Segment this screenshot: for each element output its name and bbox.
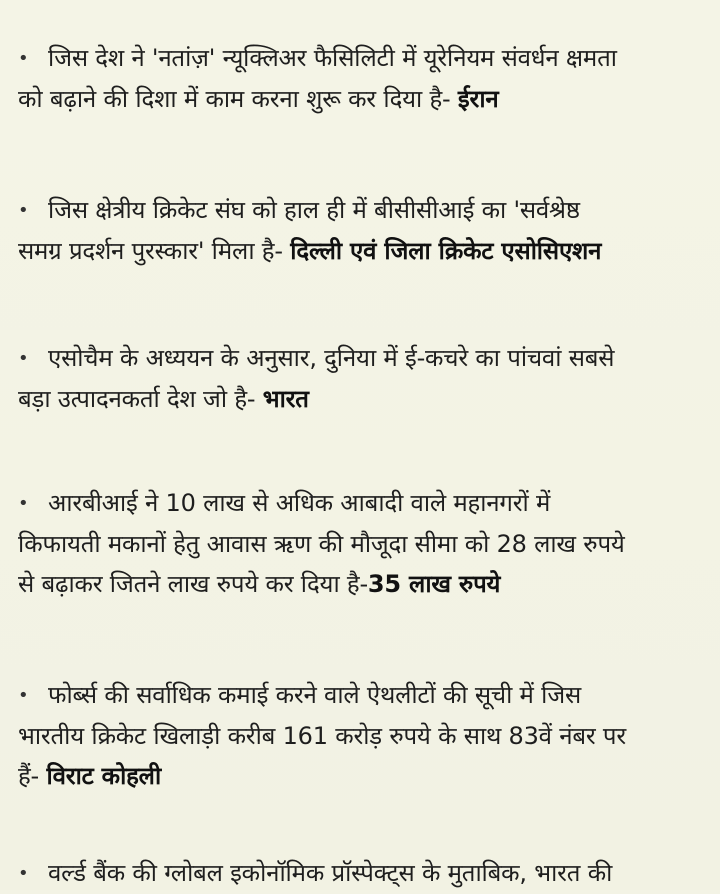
quiz-item-rbi-housing-loan bbox=[18, 483, 708, 604]
bullet-icon: • bbox=[18, 863, 29, 884]
item-first-line bbox=[18, 483, 708, 524]
item-third-line bbox=[18, 756, 708, 796]
bullet-icon: • bbox=[18, 48, 29, 69]
bullet-icon: • bbox=[18, 493, 29, 514]
item-first-line bbox=[18, 190, 708, 231]
item-text: जिस क्षेत्रीय क्रिकेट संघ को हाल ही में बीसीसीआई का 'सर्वश्रेष्ठ bbox=[48, 196, 580, 224]
bullet-icon: • bbox=[18, 685, 29, 706]
quiz-item-ewaste bbox=[18, 338, 708, 419]
item-text: भारतीय क्रिकेट खिलाड़ी करीब 161 करोड़ रुपये के साथ 83वें नंबर पर bbox=[18, 722, 626, 750]
item-first-line bbox=[18, 853, 708, 894]
item-text: बड़ा उत्पादनकर्ता देश जो है- bbox=[18, 385, 263, 413]
item-answer: भारत bbox=[262, 385, 309, 413]
item-text: आरबीआई ने 10 लाख से अधिक आबादी वाले महानगरों में bbox=[48, 489, 551, 517]
item-text: को बढ़ाने की दिशा में काम करना शुरू कर दिया है- bbox=[18, 85, 458, 113]
item-second-line bbox=[18, 716, 708, 756]
item-answer: दिल्ली एवं जिला क्रिकेट एसोसिएशन bbox=[290, 237, 602, 265]
item-text: एसोचैम के अध्ययन के अनुसार, दुनिया में ई-कचरे का पांचवां सबसे bbox=[48, 344, 615, 372]
item-answer: 35 लाख रुपये bbox=[367, 570, 501, 598]
quiz-item-iran bbox=[18, 38, 708, 119]
item-second-line bbox=[18, 379, 708, 419]
bullet-icon: • bbox=[18, 200, 29, 221]
item-second-line bbox=[18, 524, 708, 564]
item-text: जिस देश ने 'नतांज़' न्यूक्लिअर फैसिलिटी में यूरेनियम संवर्धन क्षमता bbox=[48, 44, 617, 72]
item-text: फोर्ब्स की सर्वाधिक कमाई करने वाले ऐथलीटों की सूची में जिस bbox=[48, 681, 581, 709]
quiz-item-world-bank bbox=[18, 853, 708, 894]
item-text: वर्ल्ड बैंक की ग्लोबल इकोनॉमिक प्रॉस्पेक्ट्स के मुताबिक, भारत की bbox=[48, 859, 613, 887]
item-first-line bbox=[18, 38, 708, 79]
bullet-icon: • bbox=[18, 348, 29, 369]
item-second-line bbox=[18, 231, 708, 271]
item-third-line bbox=[18, 564, 708, 604]
item-answer: विराट कोहली bbox=[46, 762, 161, 790]
item-text: हैं- bbox=[18, 762, 47, 790]
item-text: किफायती मकानों हेतु आवास ऋण की मौजूदा सीमा को 28 लाख रुपये bbox=[18, 530, 625, 558]
quiz-item-cricket-association bbox=[18, 190, 708, 271]
item-second-line bbox=[18, 79, 708, 119]
item-text: समग्र प्रदर्शन पुरस्कार' मिला है- bbox=[18, 237, 291, 265]
item-answer: ईरान bbox=[457, 85, 499, 113]
quiz-item-forbes-athlete bbox=[18, 675, 708, 796]
item-text: से बढ़ाकर जितने लाख रुपये कर दिया है- bbox=[18, 570, 368, 598]
item-first-line bbox=[18, 675, 708, 716]
item-first-line bbox=[18, 338, 708, 379]
